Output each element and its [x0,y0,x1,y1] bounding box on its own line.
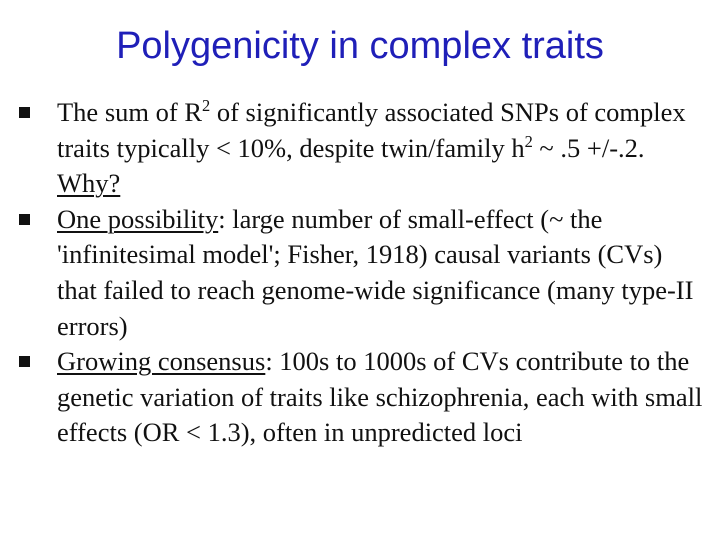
one-possibility-emphasis: One possibility [57,203,219,234]
bullet-text: : large number of small-effect (~ the 'infinitesimal model'; Fisher, 1918) causal variants (CVs) that failed to reach genome-wide significance (many type-II errors) [57,203,694,341]
superscript: 2 [524,131,533,151]
bullet-item-possibility [0,202,720,344]
bullet-item-r2 [0,95,720,202]
bullet-list [0,95,720,451]
why-emphasis: Why? [57,168,121,199]
superscript: 2 [202,95,211,115]
bullet-text: of significantly associated SNPs of complex traits typically < 10%, despite twin/family h [57,97,686,163]
bullet-item-consensus [0,344,720,451]
bullet-text: ~ .5 +/-.2. [532,132,645,163]
square-bullet-icon [19,214,30,225]
slide-title: Polygenicity in complex traits [116,25,604,67]
growing-consensus-emphasis: Growing consensus [57,346,266,377]
square-bullet-icon [19,107,30,118]
bullet-text: The sum of R [57,97,202,127]
bullet-text: : 100s to 1000s of CVs contribute to the genetic variation of traits like schizophrenia, each with small effects (OR < 1.3), often in unpredicted loci [57,346,703,448]
square-bullet-icon [19,356,30,367]
